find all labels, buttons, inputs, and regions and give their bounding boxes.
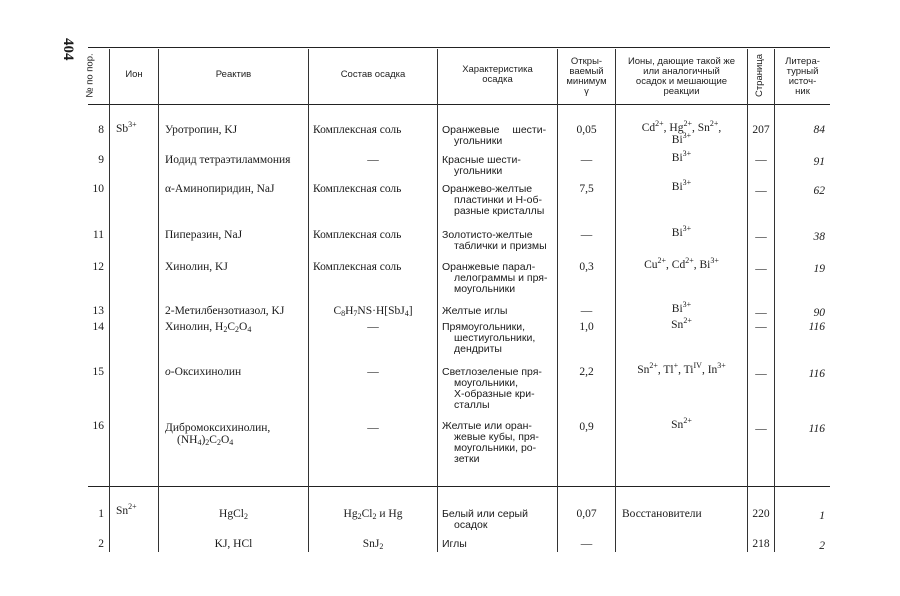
header-literature: Литера- турный источ- ник <box>785 56 820 97</box>
characteristic: Оранжевые шести- угольники <box>442 124 547 147</box>
characteristic: Желтые или оран- жевые кубы, пря- моугольники, ро- зетки <box>442 420 539 465</box>
precipitate: Комплексная соль <box>313 261 402 273</box>
page-ref: — <box>755 368 767 380</box>
page-ref: 220 <box>752 508 770 520</box>
characteristic: Иглы <box>442 538 467 550</box>
reagent: о-Оксихинолин <box>165 366 242 378</box>
characteristic: Оранжево-желтые пластинки и Н-об- разные кристаллы <box>442 183 545 217</box>
interfering-ions: $Bi^{3+}$ <box>671 300 692 315</box>
min-detectable: 2,2 <box>579 366 594 378</box>
reagent: KJ, HCl <box>214 538 253 550</box>
reagent: Уротропин, KJ <box>165 124 238 136</box>
literature-ref: 84 <box>813 124 825 136</box>
reagent: α-Аминопиридин, NaJ <box>165 183 275 195</box>
row-number: 8 <box>98 124 104 136</box>
precipitate: Комплексная соль <box>313 229 402 241</box>
precipitate: $C_8H_7NS\cdot H[SbJ_4]$ <box>333 305 413 318</box>
literature-ref: 116 <box>808 321 825 333</box>
page-ref: 218 <box>752 538 770 550</box>
literature-ref: 116 <box>808 423 825 435</box>
header-bottom-rule <box>88 104 830 105</box>
header-page: Страница <box>754 53 766 98</box>
literature-ref: 1 <box>819 510 825 522</box>
page-ref: — <box>755 307 767 319</box>
literature-ref: 91 <box>813 156 825 168</box>
min-detectable: — <box>580 305 593 317</box>
interfering-ions: $Bi^{3+}$ <box>671 224 692 239</box>
characteristic: Прямоугольники, шестиугольники, дендриты <box>442 321 536 355</box>
header-num: № по пор. <box>84 53 96 98</box>
row-number: 11 <box>92 229 104 241</box>
interfering-ions: $Bi^{3+}$ <box>671 178 692 193</box>
ion-label-sb: $Sb^{3+}$ <box>116 120 137 135</box>
characteristic: Светлозеленые пря- моугольники, Х-образные кри- сталлы <box>442 366 542 411</box>
row-number: 14 <box>92 321 104 333</box>
interfering-ions: $Cu^{2+}$, $Cd^{2+}$, $Bi^{3+}$ <box>644 256 719 271</box>
min-detectable: 0,9 <box>579 421 594 433</box>
precipitate: Комплексная соль <box>313 124 402 136</box>
reagent: Хинолин, $H_2C_2O_4$ <box>165 321 252 334</box>
characteristic: Желтые иглы <box>442 305 508 317</box>
row-number: 13 <box>92 305 104 317</box>
row-number: 1 <box>98 508 104 520</box>
group-divider-rule <box>88 486 830 487</box>
header-precipitate: Состав осадка <box>340 69 406 80</box>
col-divider <box>109 49 110 552</box>
min-detectable: — <box>580 154 593 166</box>
page-ref: — <box>755 321 767 333</box>
characteristic: Красные шести- угольники <box>442 154 521 177</box>
interfering-ions: $Sn^{2+}$, Tl+, $Ti^{IV}$, $In^{3+}$ <box>637 361 726 376</box>
row-number: 9 <box>98 154 104 166</box>
interfering-ions: $Bi^{3+}$ <box>671 149 692 164</box>
reagent: Пиперазин, NaJ <box>165 229 243 241</box>
literature-ref: 19 <box>813 263 825 275</box>
reagent: 2-Метилбензотиазол, KJ <box>165 305 285 317</box>
row-number: 10 <box>92 183 104 195</box>
precipitate: Комплексная соль <box>313 183 402 195</box>
min-detectable: — <box>580 538 593 550</box>
page-ref: — <box>755 263 767 275</box>
interfering-ions: $Sn^{2+}$ <box>671 416 692 431</box>
interfering-ions: $Cd^{2+}$, $Hg^{2+}$, $Sn^{2+}$, $Bi^{3+}$ <box>641 119 722 146</box>
header-reagent: Реактив <box>215 69 252 80</box>
characteristic: Оранжевые парал- лелограммы и пря- моугольники <box>442 261 548 295</box>
header-interfering-ions: Ионы, дающие такой же или аналогичный осадок и мешающие реакции <box>627 56 736 97</box>
header-ion: Ион <box>125 69 143 80</box>
precipitate: — <box>367 154 379 166</box>
interfering-ions: Восстановители <box>622 508 702 520</box>
header-characteristic: Характеристика осадка <box>462 64 533 85</box>
col-divider <box>437 49 438 552</box>
min-detectable: 7,5 <box>579 183 594 195</box>
interfering-ions: $Sn^{2+}$ <box>671 316 692 331</box>
precipitate: — <box>367 321 379 333</box>
literature-ref: 62 <box>813 185 825 197</box>
col-divider <box>308 49 309 552</box>
reagent: HgCl$_2$ <box>219 508 248 521</box>
characteristic: Белый или серый осадок <box>442 508 528 531</box>
ion-label-sn: $Sn^{2+}$ <box>116 502 137 517</box>
precipitate: SnJ$_2$ <box>362 538 384 551</box>
page-number: 404 <box>60 38 76 61</box>
min-detectable: — <box>580 229 593 241</box>
min-detectable: 0,05 <box>576 124 597 136</box>
literature-ref: 116 <box>808 368 825 380</box>
reagent: Иодид тетраэтиламмония <box>165 154 291 166</box>
literature-ref: 2 <box>819 540 825 552</box>
row-number: 15 <box>92 366 104 378</box>
page-ref: — <box>755 185 767 197</box>
page-ref: — <box>755 231 767 243</box>
page-ref: — <box>755 154 767 166</box>
col-divider <box>158 49 159 552</box>
literature-ref: 90 <box>813 307 825 319</box>
reagent: Хинолин, KJ <box>165 261 228 273</box>
min-detectable: 0,07 <box>576 508 597 520</box>
row-number: 16 <box>92 420 104 432</box>
precipitate: $Hg_2Cl_2$ и Hg <box>343 508 403 521</box>
page-ref: 207 <box>752 124 770 136</box>
precipitate: — <box>367 366 379 378</box>
precipitate: — <box>367 422 379 434</box>
min-detectable: 1,0 <box>579 321 594 333</box>
reagent: Дибромоксихинолин, $(NH_4)_2C_2O_4$ <box>165 422 271 447</box>
literature-ref: 38 <box>813 231 825 243</box>
min-detectable: 0,3 <box>579 261 594 273</box>
row-number: 2 <box>98 538 104 550</box>
header-min: Откры- ваемый минимум γ <box>566 56 607 97</box>
characteristic: Золотисто-желтые таблички и призмы <box>442 229 547 252</box>
row-number: 12 <box>92 261 104 273</box>
page-ref: — <box>755 423 767 435</box>
table-top-rule <box>88 47 830 48</box>
